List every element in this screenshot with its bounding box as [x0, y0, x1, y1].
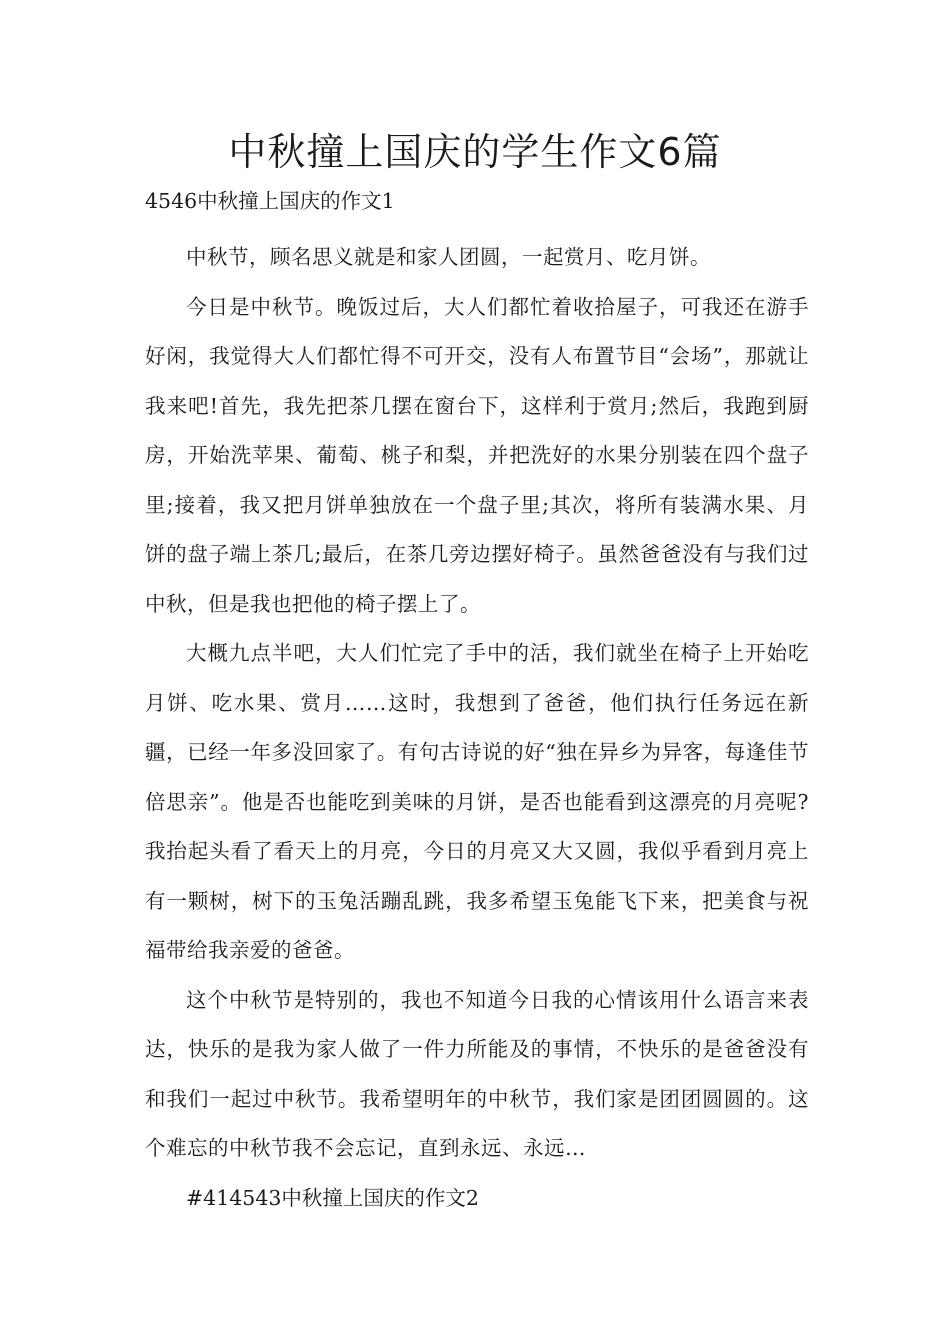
paragraph-2: 今日是中秋节。晚饭过后，大人们都忙着收拾屋子，可我还在游手好闲，我觉得大人们都忙得不可开交，没有人布置节目“会场”，那就让我来吧!首先，我先把茶几摆在窗台下，这样利于赏月;然后，我跑到厨房，开始洗苹果、葡萄、桃子和梨，并把洗好的水果分别装在四个盘子里;接着，我又把月饼单独放在一个盘子里;其次，将所有装满水果、月饼的盘子端上茶几;最后，在茶几旁边摆好椅子。虽然爸爸没有与我们过中秋，但是我也把他的椅子摆上了。: [145, 294, 809, 616]
next-section-heading: #414543中秋撞上国庆的作文2: [186, 1185, 479, 1210]
paragraph-4: 这个中秋节是特别的，我也不知道今日我的心情该用什么语言来表达，快乐的是我为家人做了一件力所能及的事情，不快乐的是爸爸没有和我们一起过中秋节。我希望明年的中秋节，我们家是团团圆圆的。这个难忘的中秋节我不会忘记，直到永远、永远…: [145, 987, 809, 1160]
paragraph-3: 大概九点半吧，大人们忙完了手中的活，我们就坐在椅子上开始吃月饼、吃水果、赏月……这时，我想到了爸爸，他们执行任务远在新疆，已经一年多没回家了。有句古诗说的好“独在异乡为异客，每逢佳节倍思亲”。他是否也能吃到美味的月饼，是否也能看到这漂亮的月亮呢?我抬起头看了看天上的月亮，今日的月亮又大又圆，我似乎看到月亮上有一颗树，树下的玉兔活蹦乱跳，我多希望玉兔能飞下来，把美食与祝福带给我亲爱的爸爸。: [145, 641, 809, 962]
section-heading: 4546中秋撞上国庆的作文1: [145, 189, 395, 213]
document-title: 中秋撞上国庆的学生作文6篇: [228, 130, 722, 174]
paragraph-1: 中秋节，顾名思义就是和家人团圆，一起赏月、吃月饼。: [186, 245, 711, 269]
document-body: [145, 184, 809, 1223]
